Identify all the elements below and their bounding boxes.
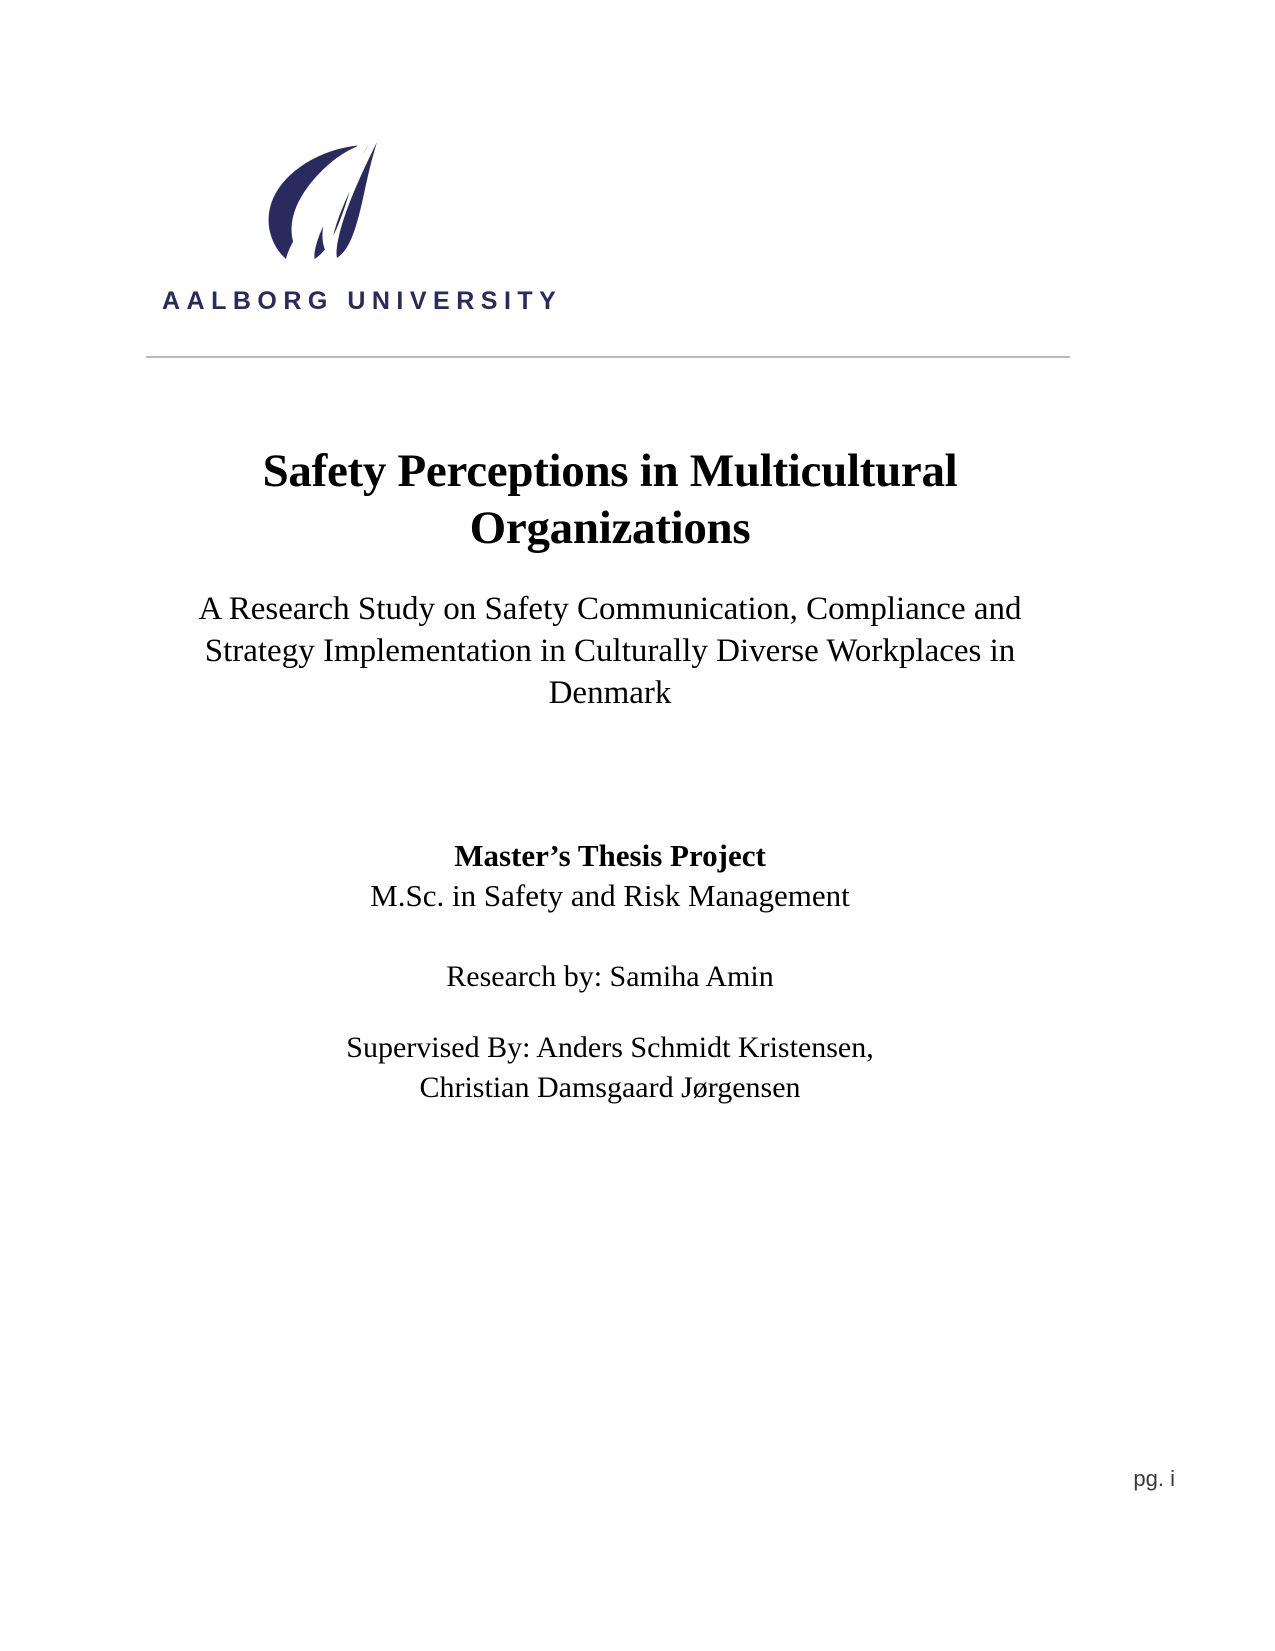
metadata-spacer <box>150 917 1070 957</box>
aalborg-university-wings-logo-icon <box>248 140 378 265</box>
page-title <box>150 443 1070 556</box>
page-subtitle <box>150 588 1070 715</box>
project-type: Master’s Thesis Project <box>454 838 766 873</box>
page-title-line-2: Organizations <box>469 501 751 554</box>
page-title-line-1: Safety Perceptions in Multicultural <box>262 445 958 498</box>
thesis-metadata <box>150 836 1070 1107</box>
university-logo <box>148 140 563 316</box>
supervisor-line-2: Christian Damsgaard Jørgensen <box>419 1070 801 1104</box>
page-subtitle-line-3: Denmark <box>548 675 672 712</box>
author-line: Research by: Samiha Amin <box>446 959 774 993</box>
supervisor-line-1: Supervised By: Anders Schmidt Kristensen, <box>346 1031 874 1065</box>
page-number-footer: pg. i <box>1133 1466 1175 1491</box>
metadata-spacer-small <box>150 996 1070 1028</box>
page-subtitle-line-2: Strategy Implementation in Culturally Diverse Workplaces in <box>204 633 1016 670</box>
degree-programme: M.Sc. in Safety and Risk Management <box>370 878 850 914</box>
page-subtitle-line-1: A Research Study on Safety Communication, Compliance and <box>198 591 1022 627</box>
university-wordmark: AALBORG UNIVERSITY <box>162 287 563 315</box>
header-divider <box>146 356 1070 358</box>
